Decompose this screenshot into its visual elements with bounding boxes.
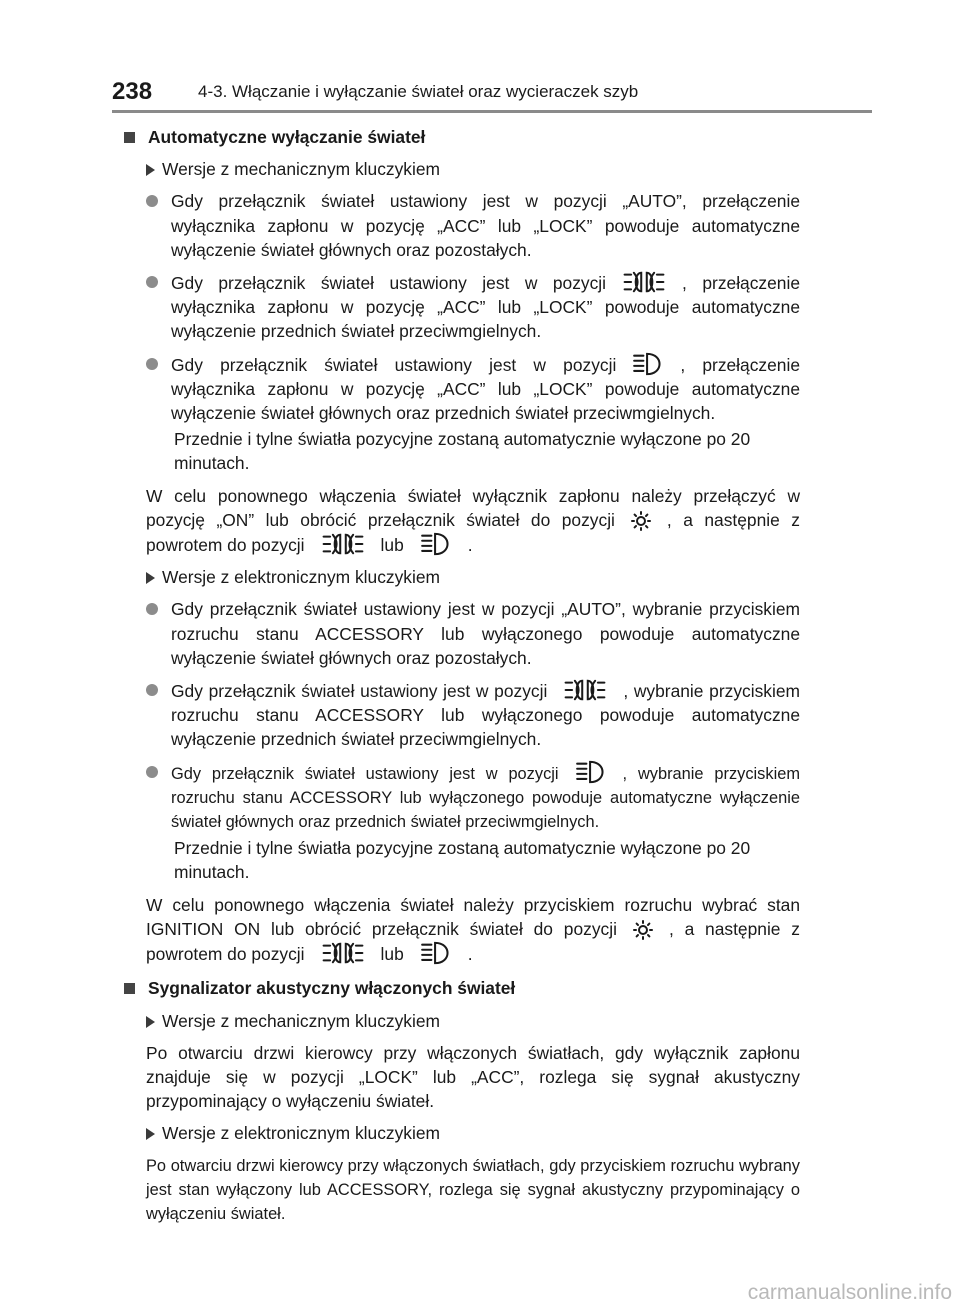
section-heading-light-reminder — [124, 976, 800, 1000]
section-heading-auto-off — [124, 125, 800, 149]
headlight-icon — [420, 941, 452, 965]
bullet-text: Gdy przełącznik świateł ustawiony jest w pozycji „AUTO”, przełączenie wyłącznika zapłonu w pozycję „ACC” lub „LOCK” powoduje automatyczne wyłączenie świateł głównych oraz pozostałych. — [171, 191, 800, 260]
subheading-label: Wersje z elektronicznym kluczykiem — [162, 1123, 440, 1144]
chapter-title: 4-3. Włączanie i wyłączanie świateł oraz wycieraczek szyb — [198, 82, 639, 101]
front-fog-light-icon — [622, 270, 666, 294]
subheading-label: Wersje z elektronicznym kluczykiem — [162, 567, 440, 588]
subheading-label: Wersje z mechanicznym kluczykiem — [162, 1010, 440, 1031]
bullet-dot-icon — [146, 276, 158, 288]
subheading-mechanical-key — [124, 1009, 800, 1033]
triangle-bullet-icon — [146, 1016, 155, 1028]
page-number: 238 — [112, 78, 153, 105]
subheading-electronic-key — [124, 1121, 800, 1145]
bullet-text: Gdy przełącznik świateł ustawiony jest w pozycji — [171, 273, 607, 294]
section-title: Automatyczne wyłączanie świateł — [148, 127, 426, 147]
headlight-icon — [420, 532, 452, 556]
bullet-dot-icon — [146, 766, 158, 778]
section-title: Sygnalizator akustyczny włączonych świateł — [148, 978, 516, 999]
bullet-item — [124, 270, 800, 344]
bullet-dot-icon — [146, 684, 158, 696]
triangle-bullet-icon — [146, 1128, 155, 1140]
paragraph-text: . — [467, 535, 473, 556]
note-text: Przednie i tylne światła pozycyjne zostaną automatycznie wyłączone po 20 minutach. — [174, 429, 751, 474]
bullet-text: , wybranie przyciskiem rozruchu stanu ACCESSORY lub wyłączonego powoduje automatyczne wyłączenie świateł głównych oraz przednich świateł przeciwmgielnych. — [171, 764, 800, 832]
bullet-text: , przełączenie wyłącznika zapłonu w pozycję „ACC” lub „LOCK” powoduje automatyczne wyłączenie przednich świateł przeciwmgielnych. — [171, 273, 800, 342]
paragraph-text: W celu ponownego włączenia świateł należy przyciskiem rozruchu wybrać stan IGNITION ON lub obrócić przełącznik świateł do pozycji — [146, 894, 800, 939]
front-fog-light-icon — [321, 532, 365, 556]
paragraph-text: lub — [380, 535, 404, 556]
header-rule — [112, 110, 872, 113]
bullet-text: , wybranie przyciskiem rozruchu stanu ACCESSORY lub wyłączonego powoduje automatyczne wyłączenie przednich świateł przeciwmgielnych. — [171, 681, 800, 750]
bullet-dot-icon — [146, 195, 158, 207]
parking-light-icon — [631, 511, 651, 531]
bullet-dot-icon — [146, 358, 158, 370]
bullet-text: Gdy przełącznik świateł ustawiony jest w pozycji — [171, 764, 559, 783]
section-square-icon — [124, 132, 135, 143]
page-content — [124, 119, 800, 1226]
bullet-text: Gdy przełącznik świateł ustawiony jest w pozycji — [171, 354, 617, 375]
subheading-mechanical-key — [124, 157, 800, 181]
bullet-text: , przełączenie wyłącznika zapłonu w pozycję „ACC” lub „LOCK” powoduje automatyczne wyłączenie świateł głównych oraz przednich świateł przeciwmgielnych. — [171, 354, 800, 424]
section-square-icon — [124, 983, 135, 994]
paragraph: Po otwarciu drzwi kierowcy przy włączonych światłach, gdy przyciskiem rozruchu wybrany jest stan wyłączony lub ACCESSORY, rozlega się sygnał akustyczny przypominający o wyłączeniu świateł. — [146, 1156, 800, 1223]
paragraph-text: lub — [380, 944, 404, 965]
front-fog-light-icon — [321, 941, 365, 965]
paragraph-text: , a następnie z powrotem do pozycji — [146, 509, 800, 556]
subheading-electronic-key — [124, 565, 800, 589]
headlight-icon — [575, 760, 607, 784]
bullet-text: Gdy przełącznik świateł ustawiony jest w pozycji — [171, 681, 548, 702]
paragraph: Po otwarciu drzwi kierowcy przy włączonych światłach, gdy wyłącznik zapłonu znajduje się w pozycji „LOCK” lub „ACC”, rozlega się sygnał akustyczny przypominający o wyłączeniu świateł. — [146, 1042, 800, 1112]
bullet-item — [124, 352, 800, 426]
watermark: carmanualsonline.info — [747, 1281, 952, 1304]
bullet-item — [124, 678, 800, 752]
paragraph — [124, 893, 800, 967]
subheading-label: Wersje z mechanicznym kluczykiem — [162, 159, 440, 180]
page-header — [112, 78, 872, 112]
paragraph — [124, 484, 800, 558]
paragraph-text: W celu ponownego włączenia świateł wyłącznik zapłonu należy przełączyć w pozycję „ON” lub obrócić przełącznik świateł do pozycji — [146, 485, 800, 530]
bullet-item — [124, 760, 800, 835]
triangle-bullet-icon — [146, 164, 155, 176]
bullet-text: Gdy przełącznik świateł ustawiony jest w pozycji „AUTO”, wybranie przyciskiem rozruchu stanu ACCESSORY lub wyłączonego powoduje automatyczne wyłączenie świateł głównych oraz pozostałych. — [171, 599, 800, 668]
note-text: Przednie i tylne światła pozycyjne zostaną automatycznie wyłączone po 20 minutach. — [174, 838, 751, 883]
parking-light-icon — [633, 920, 653, 940]
paragraph-text: , a następnie z powrotem do pozycji — [146, 918, 800, 965]
bullet-item — [124, 189, 800, 262]
bullet-item — [124, 597, 800, 670]
headlight-icon — [632, 352, 664, 376]
bullet-dot-icon — [146, 603, 158, 615]
front-fog-light-icon — [563, 678, 607, 702]
paragraph-text: . — [467, 944, 473, 965]
triangle-bullet-icon — [146, 572, 155, 584]
